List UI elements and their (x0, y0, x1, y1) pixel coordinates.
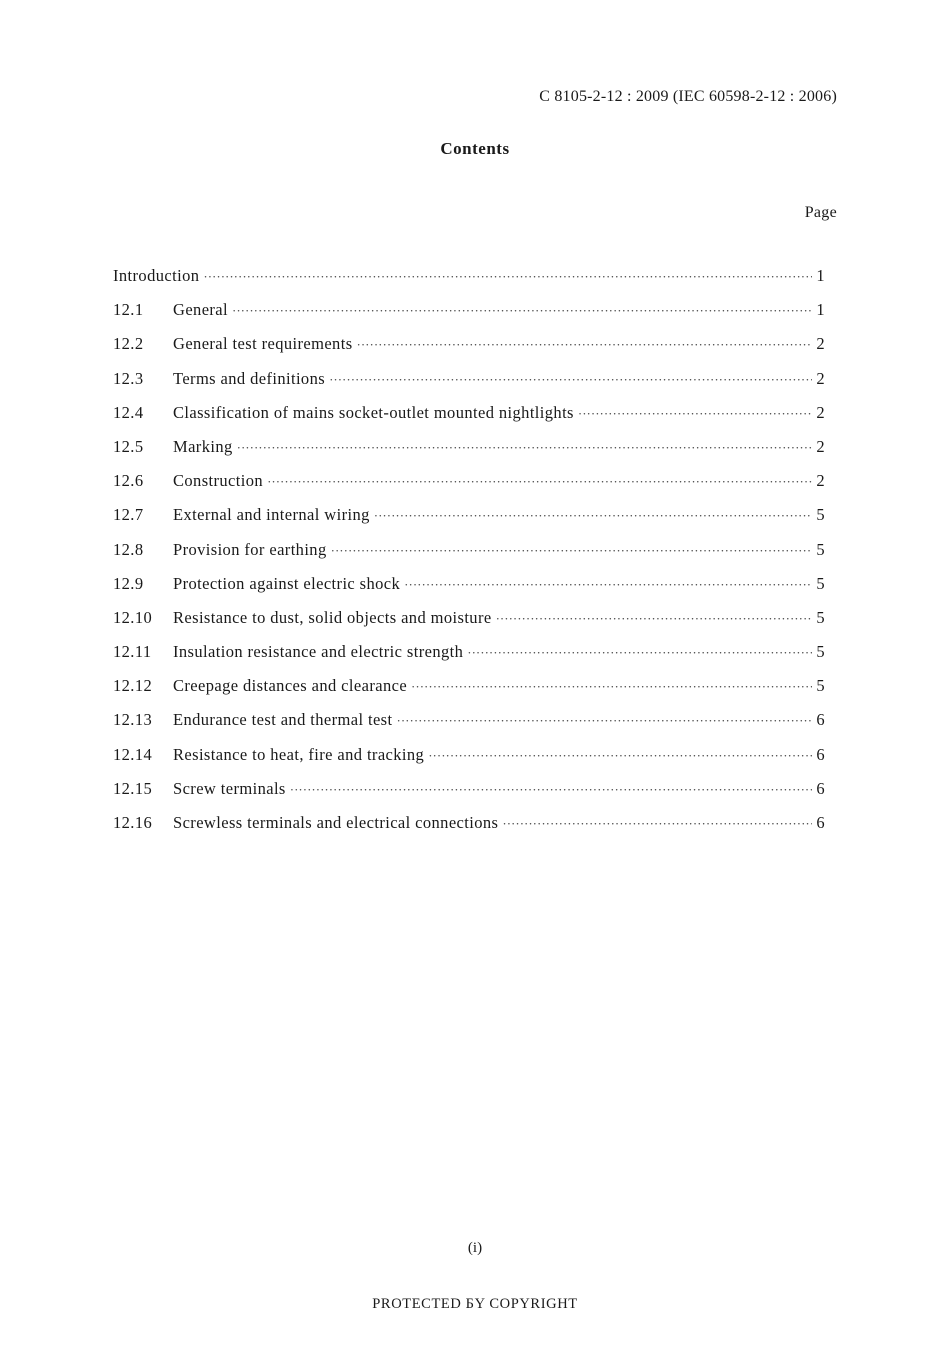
toc-entry-title: General (173, 300, 229, 320)
toc-entry-title: Construction (173, 471, 264, 491)
toc-entry-page: 6 (816, 744, 825, 764)
toc-entry (113, 437, 825, 471)
toc-entry (113, 403, 825, 437)
toc-entry-title: Terms and definitions (173, 368, 326, 388)
toc-entry-page: 2 (816, 436, 825, 456)
toc-entry (113, 779, 825, 813)
toc-entry-number: 12.13 (113, 710, 153, 730)
toc-entry-title: Insulation resistance and electric strength (173, 642, 464, 662)
toc-dot-leader (502, 816, 812, 832)
toc-entry (113, 710, 825, 744)
toc-entry-page: 5 (816, 642, 825, 662)
toc-entry-title: Endurance test and thermal test (173, 710, 393, 730)
toc-entry (113, 642, 825, 676)
page-column-heading: Page (804, 204, 837, 221)
toc-entry-number: 12.8 (113, 539, 144, 559)
toc-entry-number: 12.12 (113, 676, 153, 696)
toc-entry-number: 12.5 (113, 436, 144, 456)
toc-dot-leader (357, 337, 812, 353)
toc-entry-title: General test requirements (173, 334, 353, 354)
toc-entry-title: Provision for earthing (173, 539, 327, 559)
toc-entry-page: 5 (816, 505, 825, 525)
document-id: C 8105-2-12 : 2009 (IEC 60598-2-12 : 2006) (539, 88, 837, 105)
toc-entry (113, 369, 825, 403)
toc-entry-title: Screwless terminals and electrical connections (173, 813, 499, 832)
toc-entry-number: 12.14 (113, 744, 153, 764)
toc-entry (113, 300, 825, 334)
toc-entry (113, 813, 825, 847)
toc-entry-title: Marking (173, 436, 233, 456)
toc-entry-title: Creepage distances and clearance (173, 676, 408, 696)
toc-dot-leader (237, 440, 812, 456)
toc-entry-title: Classification of mains socket-outlet mounted nightlights (173, 402, 574, 422)
toc-entry-title: Resistance to heat, fire and tracking (173, 744, 425, 764)
toc-entry (113, 540, 825, 574)
page-folio: (i) (467, 1240, 483, 1256)
toc-entry-page: 2 (816, 368, 825, 388)
toc-entry-number: 12.7 (113, 505, 144, 525)
toc-entry-title: Introduction (113, 266, 200, 285)
toc-entry-page: 2 (816, 402, 825, 422)
toc-entry-page: 6 (816, 778, 825, 798)
toc-dot-leader (467, 645, 812, 661)
toc-dot-leader (411, 679, 812, 695)
toc-entry-number: 12.2 (113, 334, 144, 354)
toc-entry (113, 266, 825, 300)
contents-title: Contents (440, 139, 510, 158)
toc-entry-page: 1 (816, 266, 825, 285)
toc-entry (113, 676, 825, 710)
toc-entry-title: Protection against electric shock (173, 573, 401, 593)
toc-entry-page: 5 (816, 573, 825, 593)
toc-entry-page: 5 (816, 539, 825, 559)
toc-entry (113, 574, 825, 608)
toc-entry-page: 2 (816, 471, 825, 491)
toc-entry-number: 12.4 (113, 402, 144, 422)
toc-entry-page: 2 (816, 334, 825, 354)
table-of-contents (113, 266, 825, 847)
toc-entry-number: 12.15 (113, 778, 153, 798)
toc-entry-number: 12.16 (113, 813, 153, 832)
toc-entry (113, 334, 825, 368)
toc-entry (113, 505, 825, 539)
toc-entry-page: 5 (816, 607, 825, 627)
toc-entry-number: 12.10 (113, 607, 153, 627)
toc-entry-title: Resistance to dust, solid objects and moisture (173, 607, 492, 627)
toc-dot-leader (397, 713, 813, 729)
toc-entry-title: External and internal wiring (173, 505, 370, 525)
copyright-notice: PROTECTED БY COPYRIGHT (372, 1296, 578, 1312)
toc-dot-leader (578, 406, 812, 422)
toc-entry-number: 12.1 (113, 300, 144, 320)
toc-dot-leader (404, 577, 812, 593)
toc-dot-leader (232, 303, 812, 319)
toc-entry-number: 12.6 (113, 471, 144, 491)
toc-dot-leader (329, 372, 812, 388)
toc-dot-leader (290, 782, 812, 798)
toc-dot-leader (428, 748, 812, 764)
toc-dot-leader (496, 611, 812, 627)
toc-entry (113, 745, 825, 779)
toc-entry-page: 6 (816, 813, 825, 832)
toc-entry-number: 12.9 (113, 573, 144, 593)
toc-entry-number: 12.11 (113, 642, 152, 662)
toc-entry (113, 471, 825, 505)
toc-entry-page: 1 (816, 300, 825, 320)
toc-entry-title: Screw terminals (173, 778, 286, 798)
toc-dot-leader (203, 269, 812, 285)
toc-dot-leader (267, 474, 812, 490)
toc-dot-leader (374, 508, 812, 524)
toc-entry-page: 6 (816, 710, 825, 730)
toc-entry-page: 5 (816, 676, 825, 696)
toc-entry (113, 608, 825, 642)
toc-dot-leader (331, 543, 812, 559)
toc-entry-number: 12.3 (113, 368, 144, 388)
